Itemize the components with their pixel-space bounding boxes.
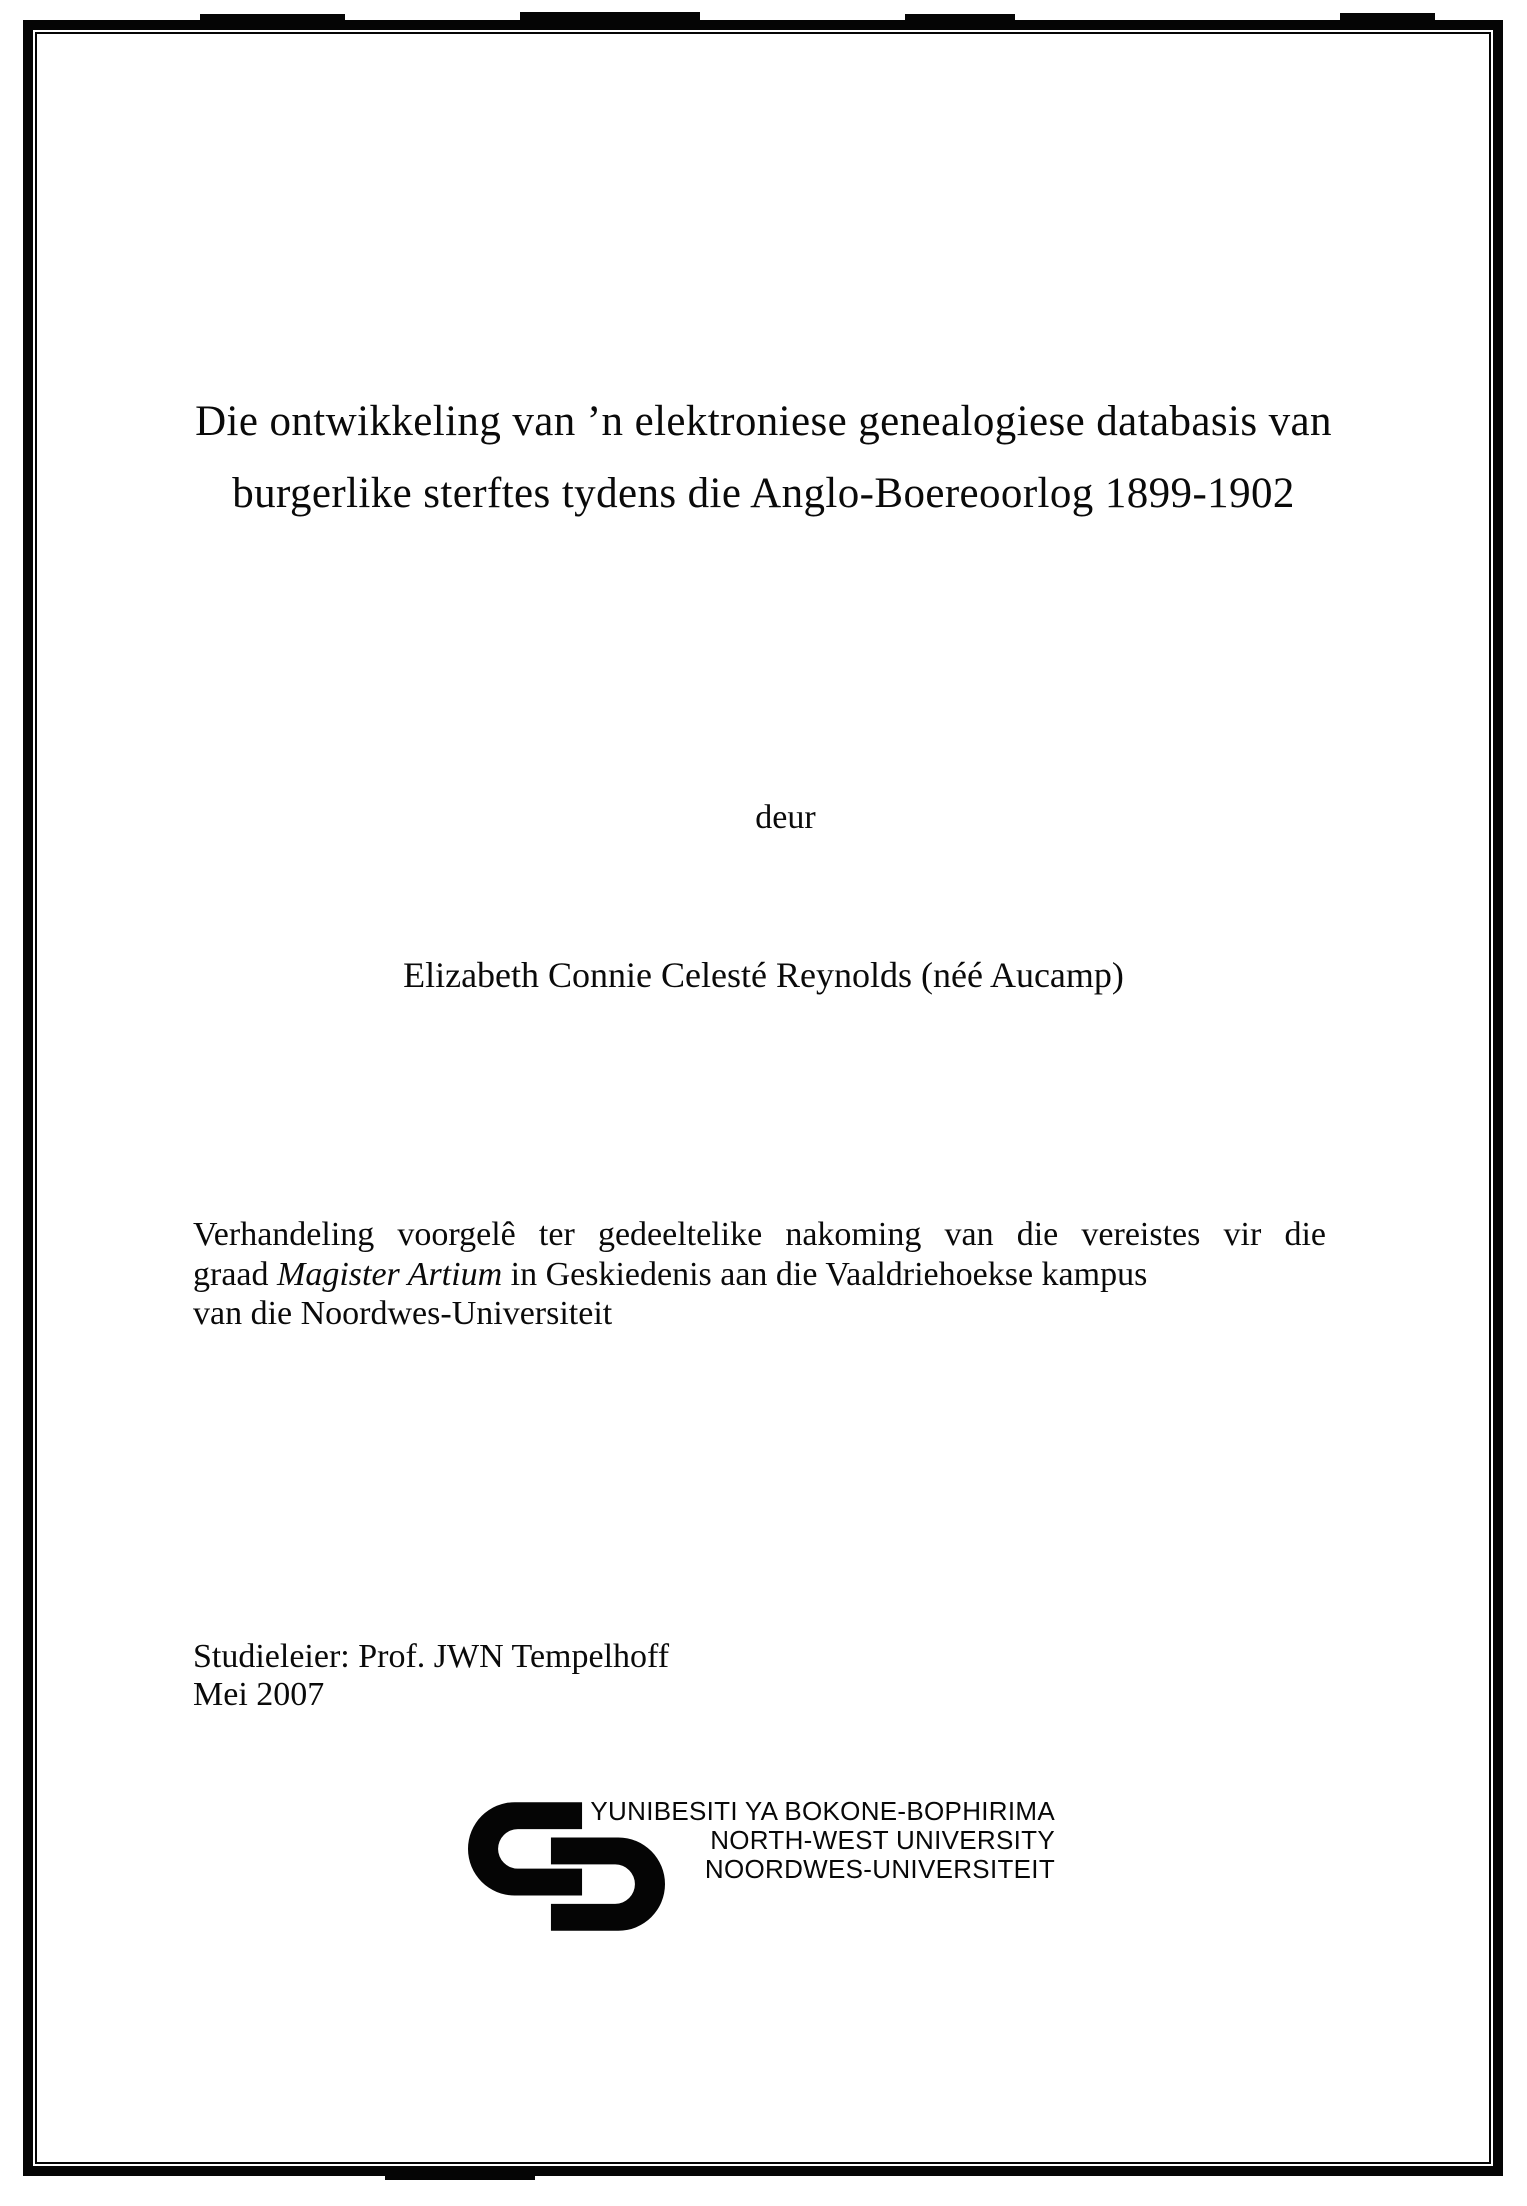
thesis-statement-line-2-suffix: in Geskiedenis aan die Vaaldriehoekse kampus xyxy=(502,1255,1148,1293)
university-wordmark xyxy=(500,1797,1055,1884)
date-line: Mei 2007 xyxy=(193,1676,325,1713)
thesis-title-line-2: burgerlike sterftes tydens die Anglo-Boereoorlog 1899-1902 xyxy=(232,470,1295,517)
degree-name-italic: Magister Artium xyxy=(277,1255,503,1293)
author-name: Elizabeth Connie Celesté Reynolds (néé Aucamp) xyxy=(403,955,1124,995)
thesis-title-line-1: Die ontwikkeling van ’n elektroniese genealogiese databasis van xyxy=(195,398,1332,445)
thesis-statement-line-2 xyxy=(193,1255,1326,1295)
thesis-statement xyxy=(193,1215,1326,1334)
thesis-statement-line-3: van die Noordwes-Universiteit xyxy=(193,1295,613,1332)
thesis-statement-line-2-prefix: graad xyxy=(193,1255,278,1293)
supervisor-line: Studieleier: Prof. JWN Tempelhoff xyxy=(193,1638,670,1675)
supervisor-block xyxy=(193,1638,669,1714)
byline-label: deur xyxy=(755,799,816,836)
university-name-setswana: YUNIBESITI YA BOKONE-BOPHIRIMA xyxy=(590,1796,1055,1826)
university-name-english: NORTH-WEST UNIVERSITY xyxy=(710,1825,1055,1855)
thesis-statement-line-1: Verhandeling voorgelê ter gedeeltelike nakoming van die vereistes vir die xyxy=(193,1216,1326,1253)
university-name-afrikaans: NOORDWES-UNIVERSITEIT xyxy=(704,1854,1055,1884)
